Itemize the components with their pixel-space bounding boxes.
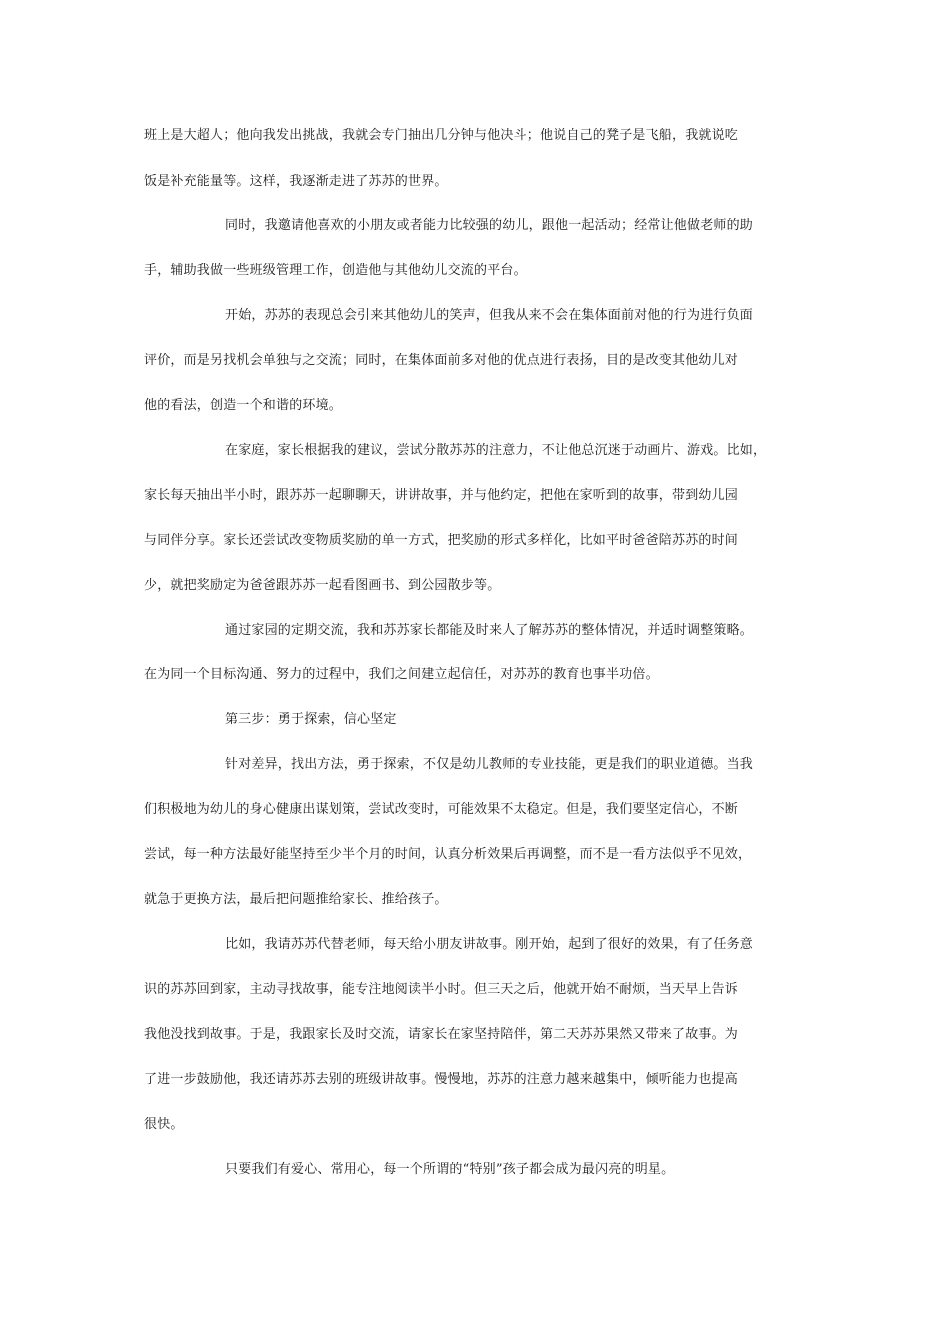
text-line: 我他没找到故事。于是，我跟家长及时交流，请家长在家坚持陪伴，第二天苏苏果然又带来了故事。为 <box>144 1027 739 1042</box>
text-line: 在家庭，家长根据我的建议，尝试分散苏苏的注意力，不让他总沉迷于动画片、游戏。比如， <box>225 443 767 458</box>
text-line: 在为同一个目标沟通、努力的过程中，我们之间建立起信任，对苏苏的教育也事半功倍。 <box>144 667 659 682</box>
text-line: 手，辅助我做一些班级管理工作，创造他与其他幼儿交流的平台。 <box>144 263 527 278</box>
text-line: 班上是大超人；他向我发出挑战，我就会专门抽出几分钟与他决斗；他说自己的凳子是飞船，我就说吃 <box>144 128 739 143</box>
text-line: 尝试，每一种方法最好能坚持至少半个月的时间，认真分析效果后再调整，而不是一看方法似乎不见效， <box>144 847 752 862</box>
text-line: 家长每天抽出半小时，跟苏苏一起聊聊天，讲讲故事，并与他约定，把他在家听到的故事，带到幼儿园 <box>144 488 739 503</box>
text-line: 同时，我邀请他喜欢的小朋友或者能力比较强的幼儿，跟他一起活动；经常让他做老师的助 <box>225 218 754 233</box>
text-line: 们积极地为幼儿的身心健康出谋划策，尝试改变时，可能效果不太稳定。但是，我们要坚定信心，不断 <box>144 802 739 817</box>
text-line: 很快。 <box>144 1117 184 1132</box>
text-line: 只要我们有爱心、常用心，每一个所谓的“特别”孩子都会成为最闪亮的明星。 <box>225 1162 675 1177</box>
text-line: 针对差异，找出方法，勇于探索，不仅是幼儿教师的专业技能，更是我们的职业道德。当我 <box>225 757 754 772</box>
section-heading: 第三步：勇于探索，信心坚定 <box>225 712 397 727</box>
text-line: 他的看法，创造一个和谐的环境。 <box>144 398 343 413</box>
text-line: 评价，而是另找机会单独与之交流；同时，在集体面前多对他的优点进行表扬，目的是改变其他幼儿对 <box>144 353 739 368</box>
text-line: 饭是补充能量等。这样，我逐渐走进了苏苏的世界。 <box>144 174 448 189</box>
text-line: 比如，我请苏苏代替老师，每天给小朋友讲故事。刚开始，起到了很好的效果，有了任务意 <box>225 937 754 952</box>
text-line: 与同伴分享。家长还尝试改变物质奖励的单一方式，把奖励的形式多样化，比如平时爸爸陪苏苏的时间 <box>144 533 739 548</box>
text-line: 少，就把奖励定为爸爸跟苏苏一起看图画书、到公园散步等。 <box>144 578 501 593</box>
text-line: 就急于更换方法，最后把问题推给家长、推给孩子。 <box>144 892 448 907</box>
text-line: 识的苏苏回到家，主动寻找故事，能专注地阅读半小时。但三天之后，他就开始不耐烦，当天早上告诉 <box>144 982 739 997</box>
text-line: 开始，苏苏的表现总会引来其他幼儿的笑声，但我从来不会在集体面前对他的行为进行负面 <box>225 308 754 323</box>
text-line: 了进一步鼓励他，我还请苏苏去别的班级讲故事。慢慢地，苏苏的注意力越来越集中，倾听能力也提高 <box>144 1072 739 1087</box>
text-line: 通过家园的定期交流，我和苏苏家长都能及时来人了解苏苏的整体情况，并适时调整策略。 <box>225 623 754 638</box>
